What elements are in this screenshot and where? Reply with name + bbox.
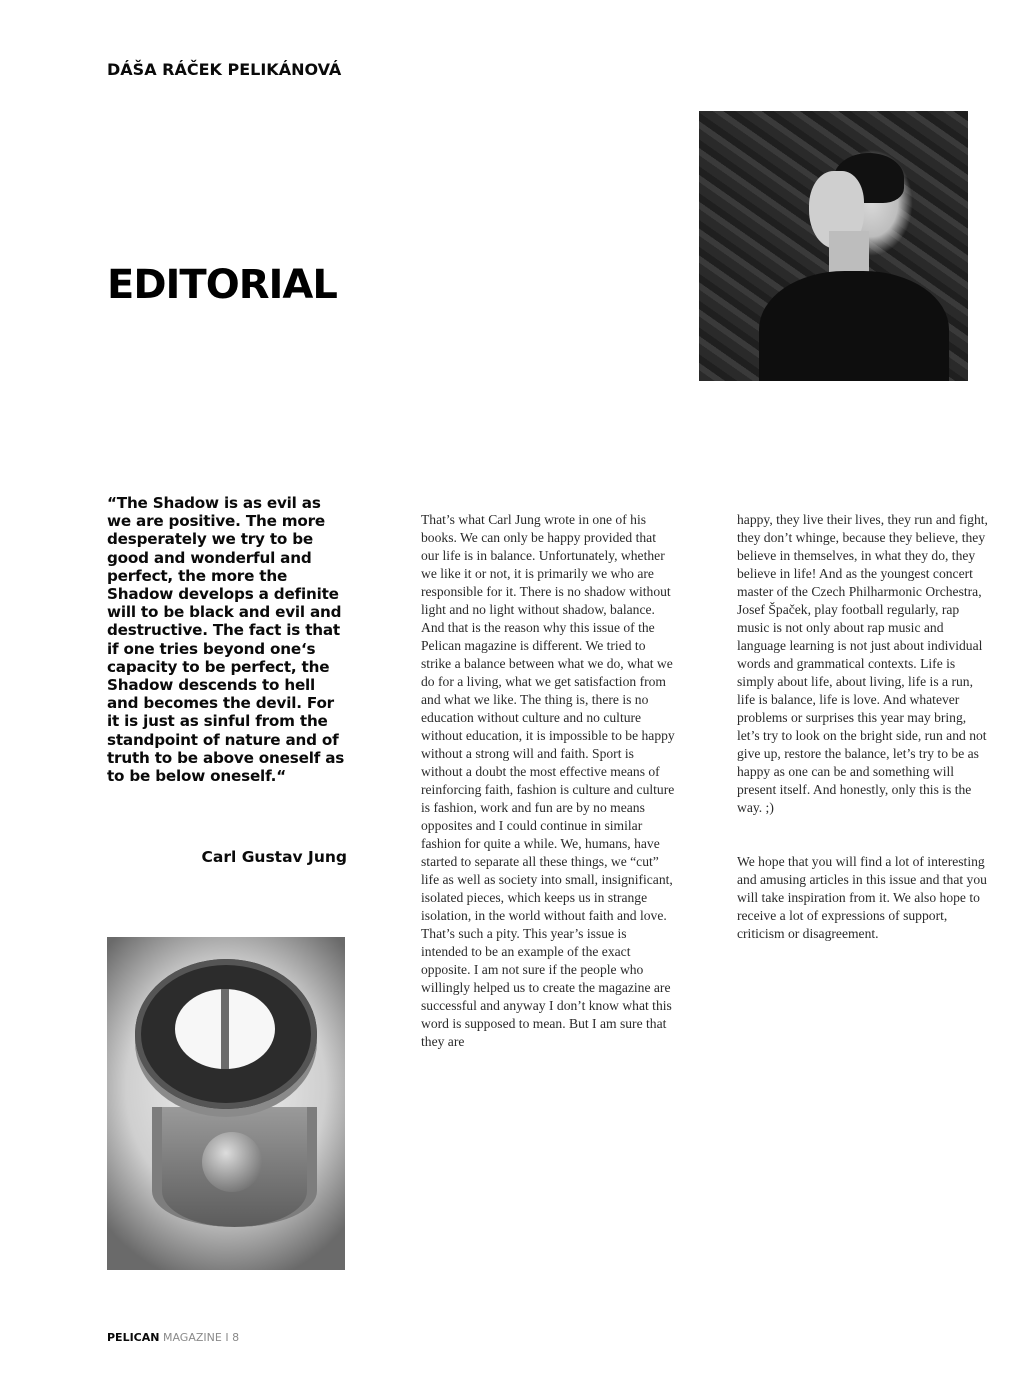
author-portrait-image: [699, 111, 968, 381]
footer-brand: PELICAN: [107, 1331, 160, 1344]
page-number: 8: [232, 1331, 240, 1344]
pull-quote: “The Shadow is as evil as we are positive. The more desperately we try to be good and wonderful and perfect, the more the Shadow develops a definite will to be black and evil and destructive. The fact is that if one tries beyond one‘s capacity to be perfect, the Shadow descends to hell and becomes the devil. For it is just as sinful from the standpoint of nature and of truth to be above oneself as to be below oneself.“: [107, 494, 345, 786]
footer-separator: I: [225, 1331, 229, 1344]
body-paragraph: happy, they live their lives, they run and fight, they don’t whinge, because they believe, they believe in themselves, in what they do, they believe in life! And as the youngest concert master of the Czech Philharmonic Orchestra, Josef Špaček, play football regularly, rap music is not only about rap music and language learning is not just about individual words and grammatical contexts. Life is simply about life, about living, life is a run, life is balance, life is love. And whatever problems or surprises this year may bring, let’s try to look on the bright side, run and not give up, restore the balance, let’s try to be as happy as one can be and something will present itself. And honestly, only this is the way. ;): [737, 512, 988, 815]
hourglass-bar: [221, 989, 229, 1069]
footer-publication: MAGAZINE: [162, 1331, 222, 1344]
page-title: EDITORIAL: [107, 262, 337, 308]
author-name: DÁŠA RÁČEK PELIKÁNOVÁ: [107, 60, 342, 79]
page-footer: [107, 1331, 239, 1344]
body-column-2: [737, 493, 992, 979]
portrait-body: [759, 271, 949, 381]
hourglass-image: [107, 937, 345, 1270]
hourglass-sphere: [202, 1132, 262, 1192]
quote-attribution: Carl Gustav Jung: [201, 848, 347, 866]
body-paragraph: We hope that you will find a lot of interesting and amusing articles in this issue and that you will take inspiration from it. We also hope to receive a lot of expressions of support, criticism or disagreement.: [737, 854, 987, 941]
body-paragraph: That’s what Carl Jung wrote in one of his books. We can only be happy provided that our life is in balance. Unfortunately, whether we like it or not, it is primarily we who are responsible for it. There is no shadow without light and no light without shadow, balance. And that is the reason why this issue of the Pelican magazine is different. We tried to strike a balance between what we do, what we do for a living, what we get satisfaction from and what we like. The thing is, there is no education without culture and no culture without education, it is impossible to be happy without a strong will and faith. Sport is without a doubt the most effective means of reinforcing faith, fashion is culture and culture is fashion, work and fun are by no means opposites and I could continue in similar fashion for quite a while. We, humans, have started to separate all these things, we “cut” life as well as society into small, insignificant, isolated pieces, which keeps us in strange isolation, in the world without faith and love. That’s such a pity. This year’s issue is intended to be an example of the exact opposite. I am not sure if the people who willingly helped us to create the magazine are successful and anyway I don’t know what this word is supposed to mean. But I am sure that they are: [421, 512, 675, 1049]
body-column-1: [421, 493, 676, 1087]
